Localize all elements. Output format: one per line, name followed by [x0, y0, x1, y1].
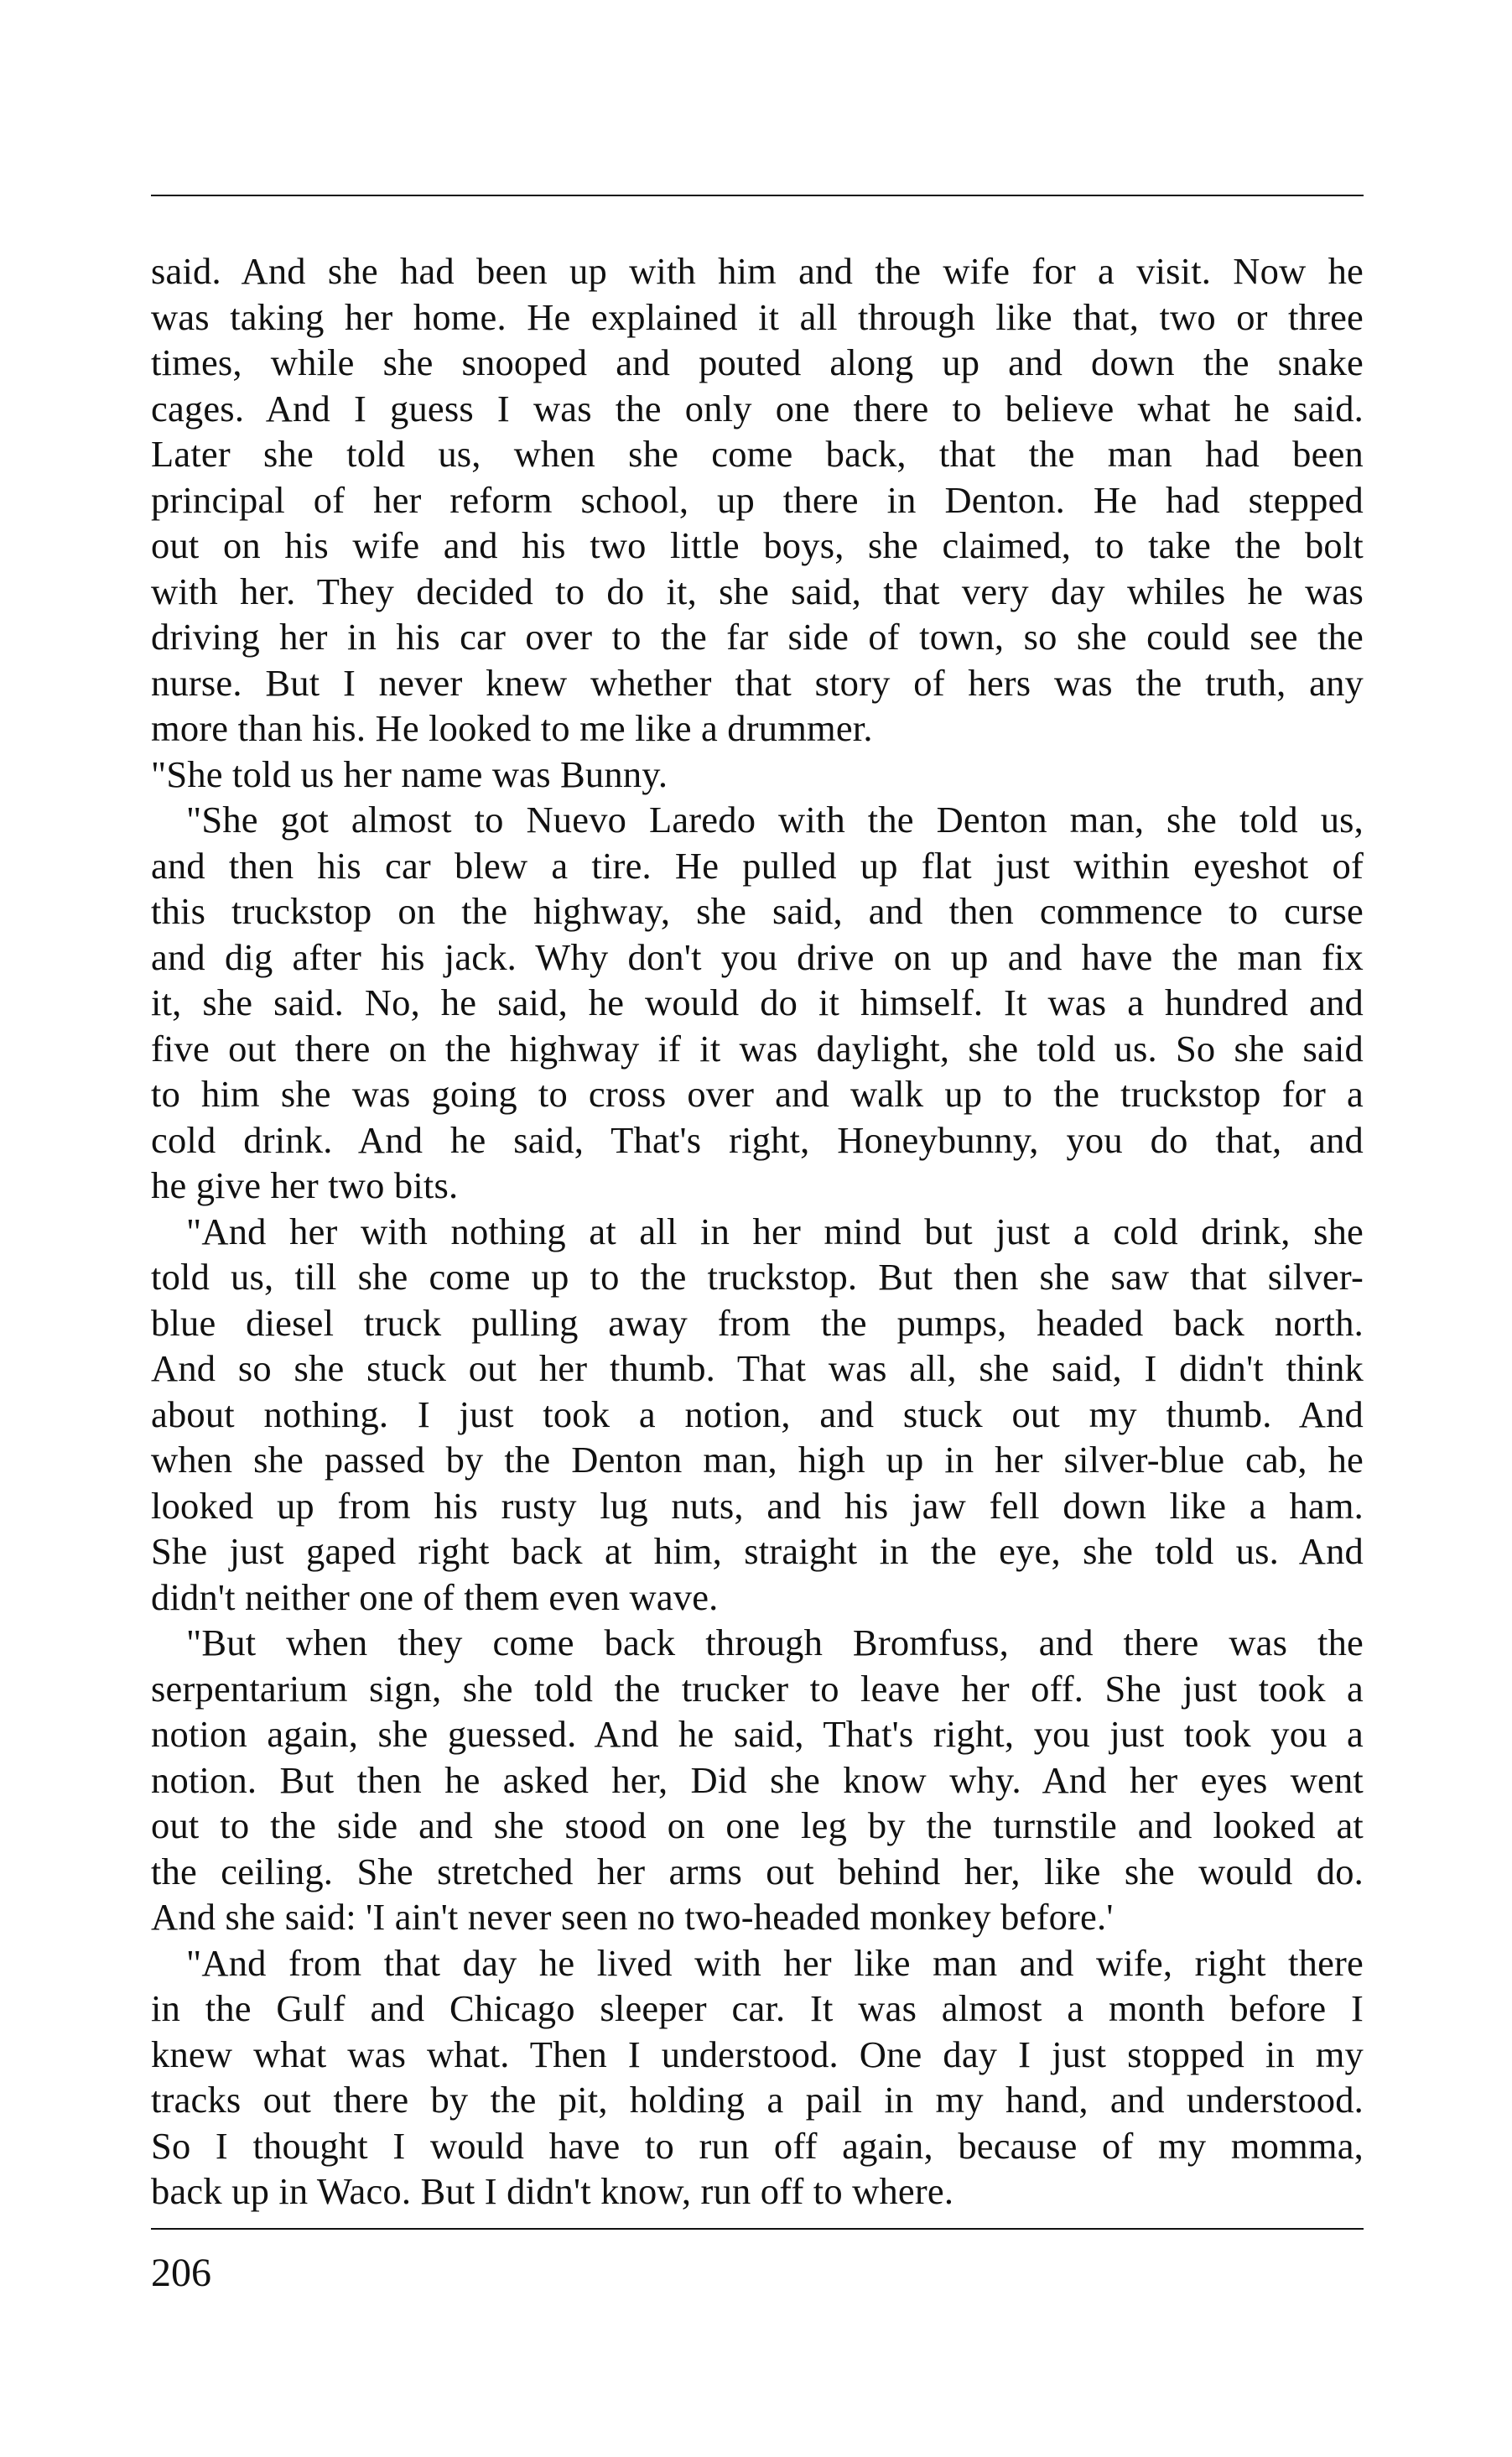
top-rule — [151, 195, 1364, 196]
text-line: knew what was what. Then I understood. One day I just stopped in my — [151, 2033, 1364, 2075]
paragraph — [151, 797, 1364, 1209]
text-line: told us, till she come up to the truckstop. But then she saw that silver- — [151, 1256, 1364, 1298]
text-line: said. And she had been up with him and the wife for a visit. Now he — [151, 250, 1364, 292]
text-line: was taking her home. He explained it all through like that, two or three — [151, 295, 1364, 338]
text-line: cold drink. And he said, That's right, Honeybunny, you do that, and — [151, 1118, 1364, 1161]
text-line: cages. And I guess I was the only one there to believe what he said. — [151, 387, 1364, 429]
text-line: out to the side and she stood on one leg by the turnstile and looked at — [151, 1804, 1364, 1846]
text-line: this truckstop on the highway, she said, and then commence to curse — [151, 890, 1364, 932]
text-line: Later she told us, when she come back, that the man had been — [151, 433, 1364, 475]
text-line: and then his car blew a tire. He pulled up flat just within eyeshot of — [151, 844, 1364, 887]
text-line: to him she was going to cross over and walk up to the truckstop for a — [151, 1073, 1364, 1115]
text-line: "She told us her name was Bunny. — [151, 752, 668, 795]
text-line: "And her with nothing at all in her mind but just a cold drink, she — [186, 1210, 1364, 1252]
text-line: notion again, she guessed. And he said, That's right, you just took you a — [151, 1713, 1364, 1755]
text-line: and dig after his jack. Why don't you drive on up and have the man fix — [151, 935, 1364, 978]
paragraph — [151, 752, 1364, 798]
text-line: notion. But then he asked her, Did she know why. And her eyes went — [151, 1758, 1364, 1801]
text-line: back up in Waco. But I didn't know, run off to where. — [151, 2170, 954, 2212]
bottom-rule — [151, 2228, 1364, 2230]
text-line: So I thought I would have to run off again, because of my momma, — [151, 2124, 1364, 2167]
text-line: when she passed by the Denton man, high up in her silver-blue cab, he — [151, 1439, 1364, 1481]
text-line: principal of her reform school, up there in Denton. He had stepped — [151, 478, 1364, 521]
text-line: And so she stuck out her thumb. That was all, she said, I didn't think — [151, 1347, 1364, 1389]
text-line: in the Gulf and Chicago sleeper car. It was almost a month before I — [151, 1987, 1364, 2029]
text-line: "And from that day he lived with her like man and wife, right there — [186, 1941, 1364, 1984]
text-line: the ceiling. She stretched her arms out behind her, like she would do. — [151, 1850, 1364, 1892]
text-line: nurse. But I never knew whether that story of hers was the truth, any — [151, 661, 1364, 704]
text-line: with her. They decided to do it, she said, that very day whiles he was — [151, 570, 1364, 612]
text-line: he give her two bits. — [151, 1164, 459, 1206]
text-line: looked up from his rusty lug nuts, and his jaw fell down like a ham. — [151, 1484, 1364, 1527]
text-line: serpentarium sign, she told the trucker to leave her off. She just took a — [151, 1667, 1364, 1710]
text-line: She just gaped right back at him, straight in the eye, she told us. And — [151, 1530, 1364, 1572]
paragraph — [151, 1620, 1364, 1940]
text-line: "But when they come back through Bromfuss, and there was the — [186, 1622, 1364, 1663]
text-line: times, while she snooped and pouted along up and down the snake — [151, 341, 1364, 383]
text-line: "She got almost to Nuevo Laredo with the Denton man, she told us, — [186, 799, 1364, 841]
text-line: didn't neither one of them even wave. — [151, 1575, 719, 1618]
text-line: And she said: 'I ain't never seen no two-headed monkey before.' — [151, 1896, 1114, 1938]
text-line: blue diesel truck pulling away from the pumps, headed back north. — [151, 1301, 1364, 1344]
text-line: driving her in his car over to the far side of town, so she could see the — [151, 616, 1364, 658]
body-text — [151, 248, 1364, 2215]
text-line: five out there on the highway if it was daylight, she told us. So she said — [151, 1027, 1364, 1070]
text-line: it, she said. No, he said, he would do it himself. It was a hundred and — [151, 981, 1364, 1023]
paragraph — [151, 1209, 1364, 1621]
text-line: about nothing. I just took a notion, and stuck out my thumb. And — [151, 1392, 1364, 1435]
page-number: 206 — [151, 2251, 211, 2295]
text-line: out on his wife and his two little boys, she claimed, to take the bolt — [151, 524, 1364, 566]
paragraph — [151, 1940, 1364, 2215]
paragraph — [151, 248, 1364, 752]
text-line: more than his. He looked to me like a drummer. — [151, 707, 873, 749]
text-line: tracks out there by the pit, holding a pail in my hand, and understood. — [151, 2079, 1364, 2121]
